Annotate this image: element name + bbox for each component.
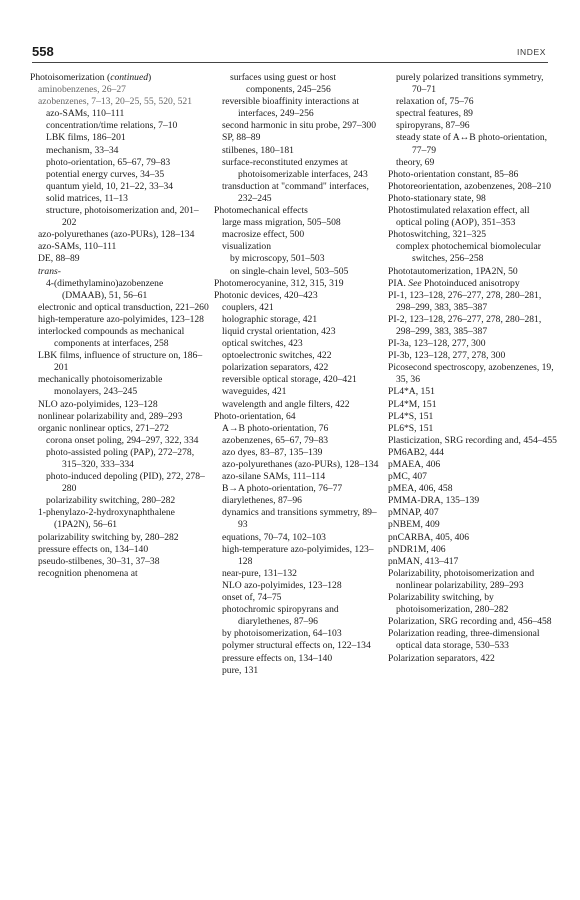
index-subentry: dynamics and transitions symmetry, 89–93 xyxy=(222,507,377,531)
index-subentry: solid matrices, 11–13 xyxy=(46,192,128,204)
index-subentry: photo-assisted poling (PAP), 272–278, 315–320, 333–334 xyxy=(46,446,195,470)
index-subentry: waveguides, 421 xyxy=(222,386,287,398)
index-column-2 xyxy=(214,72,386,677)
index-entry: Photonic devices, 420–423 xyxy=(214,289,318,301)
index-subentry: holographic storage, 421 xyxy=(222,313,318,325)
index-subentry: trans- xyxy=(38,265,61,277)
index-subentry: SP, 88–89 xyxy=(222,132,261,144)
index-subentry: near-pure, 131–132 xyxy=(222,567,297,579)
index-entry: PL6*S, 151 xyxy=(388,422,434,434)
index-subentry: on single-chain level, 503–505 xyxy=(230,265,349,277)
index-subentry: theory, 69 xyxy=(396,156,435,168)
index-subentry: azo-polyurethanes (azo-PURs), 128–134 xyxy=(38,229,195,241)
index-subentry: azo-SAMs, 110–111 xyxy=(38,241,117,253)
header-rule xyxy=(32,62,548,63)
index-entry: Polarization, SRG recording and, 456–458 xyxy=(388,616,552,628)
index-entry: Photo-stationary state, 98 xyxy=(388,192,486,204)
index-subentry: spiropyrans, 87–96 xyxy=(396,120,470,132)
index-entry: pNDR1M, 406 xyxy=(388,543,446,555)
index-subentry: pressure effects on, 134–140 xyxy=(222,652,333,664)
index-subentry: wavelength and angle filters, 422 xyxy=(222,398,350,410)
index-subentry: visualization xyxy=(222,241,272,253)
index-entry: PMMA-DRA, 135–139 xyxy=(388,495,480,507)
index-subentry: recognition phenomena at xyxy=(38,567,138,579)
index-subentry: DE, 88–89 xyxy=(38,253,80,265)
index-subentry: high-temperature azo-polyimides, 123–128 xyxy=(222,543,374,567)
index-subentry: structure, photoisomerization and, 201–202 xyxy=(46,205,199,229)
index-subentry: optoelectronic switches, 422 xyxy=(222,350,332,362)
index-entry: pMAEA, 406 xyxy=(388,459,441,470)
index-entry: Photo-orientation, 64 xyxy=(214,410,296,422)
index-subentry: transduction at "command" interfaces, 232–245 xyxy=(222,180,369,204)
index-subentry: polarization separators, 422 xyxy=(222,362,329,374)
index-entry: pnCARBA, 405, 406 xyxy=(388,531,470,543)
index-subentry: photo-orientation, 65–67, 79–83 xyxy=(46,156,171,168)
index-subentry: macrosize effect, 500 xyxy=(222,229,305,241)
index-subentry: purely polarized transitions symmetry, 70–71 xyxy=(396,72,544,96)
index-subentry: 1-phenylazo-2-hydroxynaphthalene (1PA2N), 56–61 xyxy=(38,507,175,531)
index-subentry: corona onset poling, 294–297, 322, 334 xyxy=(46,434,199,446)
index-entry: pMNAP, 407 xyxy=(388,507,439,519)
index-subentry: reversible bioaffinity interactions at interfaces, 249–256 xyxy=(222,96,360,120)
index-subentry: 4-(dimethylamino)azobenzene (DMAAB), 51, 56–61 xyxy=(46,277,164,301)
index-subentry: organic nonlinear optics, 271–272 xyxy=(38,422,169,434)
index-entry: PI-3b, 123–128, 277, 278, 300 xyxy=(388,350,506,362)
index-subentry: optical switches, 423 xyxy=(222,338,303,350)
index-entry: Plasticization, SRG recording and, 454–455 xyxy=(388,434,557,446)
index-subentry: stilbenes, 180–181 xyxy=(222,144,294,156)
index-entry: Phototautomerization, 1PA2N, 50 xyxy=(388,265,518,277)
index-subentry: by photoisomerization, 64–103 xyxy=(222,628,342,640)
index-subentry: B→A photo-orientation, 76–77 xyxy=(222,483,343,495)
index-subentry: pseudo-stilbenes, 30–31, 37–38 xyxy=(38,555,160,567)
index-entry: PI-1, 123–128, 276–277, 278, 280–281, 298–299, 383, 385–387 xyxy=(388,289,542,313)
index-entry: pNBEM, 409 xyxy=(388,519,440,531)
index-subentry: surface-reconstituted enzymes at photoisomerizable interfaces, 243 xyxy=(222,156,368,180)
index-entry: PL4*M, 151 xyxy=(388,398,437,410)
index-entry: Photomerocyanine, 312, 315, 319 xyxy=(214,277,344,289)
index-subentry: quantum yield, 10, 21–22, 33–34 xyxy=(46,180,174,192)
index-column-1 xyxy=(30,72,210,580)
index-subentry: azobenzenes, 7–13, 20–25, 55, 520, 521 xyxy=(38,96,193,108)
index-subentry: reversible optical storage, 420–421 xyxy=(222,374,357,386)
index-entry: Polarization reading, three-dimensional optical data storage, 530–533 xyxy=(388,628,540,652)
index-subentry: spectral features, 89 xyxy=(396,108,473,120)
index-subentry: potential energy curves, 34–35 xyxy=(46,168,165,180)
running-head: INDEX xyxy=(517,47,546,57)
index-entry: Photoisomerization (continued) xyxy=(30,72,152,83)
index-subentry: azo dyes, 83–87, 135–139 xyxy=(222,446,323,458)
index-entry: Picosecond spectroscopy, azobenzenes, 19, 35, 36 xyxy=(388,362,554,386)
index-subentry: concentration/time relations, 7–10 xyxy=(46,120,178,132)
index-subentry: polarizability switching by, 280–282 xyxy=(38,531,179,543)
page-number: 558 xyxy=(32,44,54,59)
index-entry: PM6AB2, 444 xyxy=(388,446,444,458)
index-subentry: nonlinear polarizability and, 289–293 xyxy=(38,410,183,422)
index-subentry: photochromic spiropyrans and diarylethenes, 87–96 xyxy=(222,604,339,628)
index-subentry: aminobenzenes, 26–27 xyxy=(38,84,126,96)
index-subentry: equations, 70–74, 102–103 xyxy=(222,531,326,543)
index-entry: PI-3a, 123–128, 277, 300 xyxy=(388,338,486,350)
index-entry: Photomechanical effects xyxy=(214,205,308,217)
index-subentry: couplers, 421 xyxy=(222,301,274,313)
index-subentry: NLO azo-polyimides, 123–128 xyxy=(38,398,158,410)
index-subentry: azo-polyurethanes (azo-PURs), 128–134 xyxy=(222,459,379,470)
index-subentry: photo-induced depoling (PID), 272, 278–280 xyxy=(46,471,205,495)
index-subentry: NLO azo-polyimides, 123–128 xyxy=(222,579,342,591)
index-entry: PL4*A, 151 xyxy=(388,386,435,398)
index-entry: Polarization separators, 422 xyxy=(388,652,495,664)
index-entry: PIA. See Photoinduced anisotropy xyxy=(388,277,520,289)
index-subentry: LBK films, influence of structure on, 186–201 xyxy=(38,350,203,374)
index-entry: Photo-orientation constant, 85–86 xyxy=(388,168,519,180)
index-entry: pnMAN, 413–417 xyxy=(388,555,459,567)
index-subentry: diarylethenes, 87–96 xyxy=(222,495,302,507)
index-subentry: A→B photo-orientation, 76 xyxy=(222,422,329,434)
index-entry: pMC, 407 xyxy=(388,471,427,483)
index-entry: PI-2, 123–128, 276–277, 278, 280–281, 298–299, 383, 385–387 xyxy=(388,313,542,337)
index-entry: Polarizability, photoisomerization and nonlinear polarizability, 289–293 xyxy=(388,567,535,591)
index-column-3 xyxy=(388,72,558,665)
index-subentry: high-temperature azo-polyimides, 123–128 xyxy=(38,313,204,325)
index-subentry: azobenzenes, 65–67, 79–83 xyxy=(222,434,329,446)
index-subentry: pressure effects on, 134–140 xyxy=(38,543,149,555)
index-entry: pMEA, 406, 458 xyxy=(388,483,453,495)
index-subentry: complex photochemical biomolecular switches, 256–258 xyxy=(396,241,541,265)
index-subentry: surfaces using guest or host components, 245–256 xyxy=(230,72,337,96)
index-subentry: interlocked compounds as mechanical components at interfaces, 258 xyxy=(38,325,185,350)
index-subentry: mechanism, 33–34 xyxy=(46,144,119,156)
index-subentry: onset of, 74–75 xyxy=(222,592,282,604)
index-entry: Photoreorientation, azobenzenes, 208–210 xyxy=(388,180,552,192)
index-subentry: polarizability switching, 280–282 xyxy=(46,495,176,507)
index-subentry: azo-silane SAMs, 111–114 xyxy=(222,471,326,483)
index-entry: Polarizability switching, by photoisomerization, 280–282 xyxy=(388,592,509,616)
index-subentry: second harmonic in situ probe, 297–300 xyxy=(222,120,377,132)
index-subentry: liquid crystal orientation, 423 xyxy=(222,325,336,337)
index-subentry: relaxation of, 75–76 xyxy=(396,96,474,108)
index-subentry: pure, 131 xyxy=(222,664,259,676)
index-subentry: azo-SAMs, 110–111 xyxy=(46,108,125,120)
index-subentry: steady state of A↔B photo-orientation, 77–79 xyxy=(396,132,548,156)
index-subentry: polymer structural effects on, 122–134 xyxy=(222,640,371,652)
index-entry: PL4*S, 151 xyxy=(388,410,434,422)
index-subentry: electronic and optical transduction, 221–260 xyxy=(38,301,209,313)
index-entry: Photoswitching, 321–325 xyxy=(388,229,487,241)
index-subentry: LBK films, 186–201 xyxy=(46,132,126,144)
index-entry: Photostimulated relaxation effect, all optical poling (AOP), 351–353 xyxy=(388,205,530,229)
index-subentry: mechanically photoisomerizable monolayers, 243–245 xyxy=(38,374,163,398)
index-subentry: large mass migration, 505–508 xyxy=(222,217,341,229)
index-subentry: by microscopy, 501–503 xyxy=(230,253,325,265)
